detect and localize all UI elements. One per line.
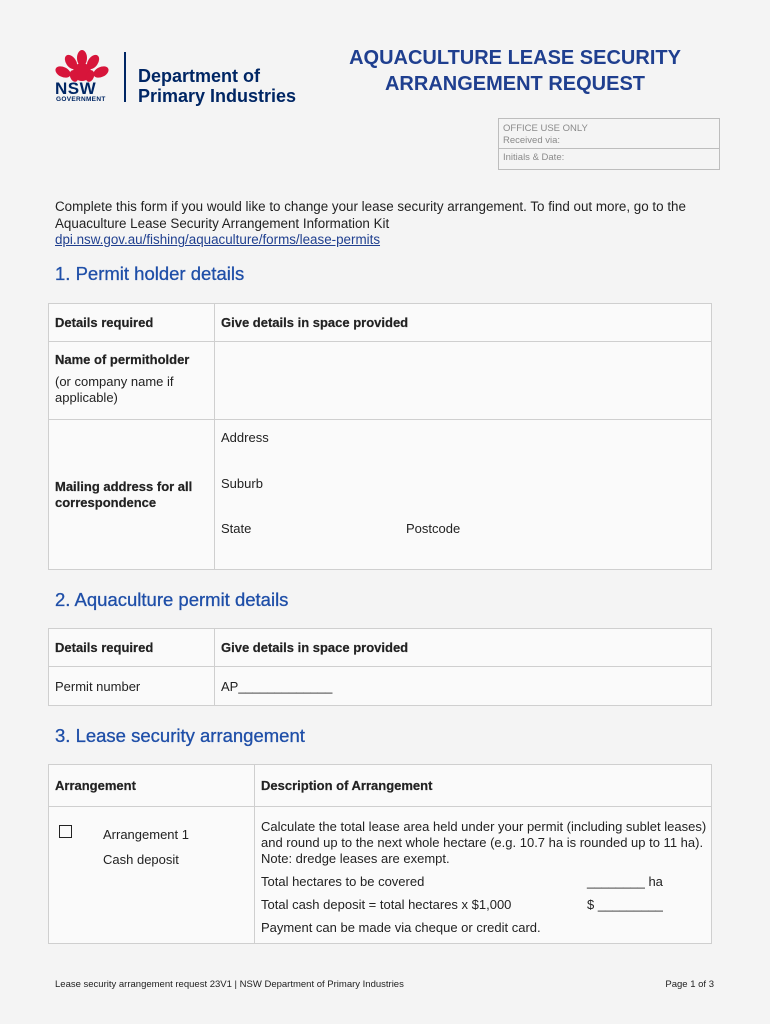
office-received-label: Received via:	[503, 135, 561, 146]
name-label: Name of permitholder	[55, 352, 190, 367]
form-title: AQUACULTURE LEASE SECURITY ARRANGEMENT REQUEST	[349, 47, 681, 95]
s2-col1-header: Details required	[49, 629, 215, 667]
mailing-label: Mailing address for all correspondence	[55, 478, 193, 510]
deposit-field[interactable]: $ _________	[587, 897, 663, 912]
footer-document-id: Lease security arrangement request 23V1 | NSW Department of Primary Industries	[55, 979, 404, 990]
lease-security-table	[48, 764, 712, 944]
section2-title: 2. Aquaculture permit details	[55, 589, 289, 610]
arrangement1-checkbox[interactable]	[59, 825, 72, 838]
suburb-label: Suburb	[221, 476, 263, 491]
payment-note: Payment can be made via cheque or credit card.	[261, 920, 541, 935]
arrangement-description: Calculate the total lease area held under your permit (including sublet leases) and round up to the next whole hectare (e.g. 10.7 ha is rounded up to 11 ha). Note: dredge leases are exempt.	[261, 819, 707, 866]
permitholder-name-field[interactable]	[215, 342, 712, 420]
postcode-label: Postcode	[406, 521, 461, 536]
name-note: (or company name if applicable)	[55, 374, 174, 405]
s2-col2-header: Give details in space provided	[215, 629, 712, 667]
s1-col1-header: Details required	[49, 304, 215, 342]
s1-col2-header: Give details in space provided	[215, 304, 712, 342]
state-label: State	[221, 521, 252, 536]
footer-page-number: Page 1 of 3	[665, 979, 714, 990]
section1-title: 1. Permit holder details	[55, 263, 245, 284]
permit-holder-table	[48, 303, 712, 570]
permit-details-table	[48, 628, 712, 706]
deposit-label: Total cash deposit = total hectares x $1,000	[261, 897, 512, 912]
logo-divider	[124, 52, 126, 102]
arrangement1-type: Cash deposit	[103, 852, 179, 867]
nsw-logo-text: NSW	[55, 79, 97, 98]
permit-number-field[interactable]: AP_____________	[215, 667, 712, 706]
office-use-box	[498, 118, 720, 170]
hectares-label: Total hectares to be covered	[261, 874, 425, 889]
hectares-field[interactable]: ________ ha	[587, 874, 663, 889]
office-use-heading: OFFICE USE ONLY	[503, 123, 588, 134]
section3-title: 3. Lease security arrangement	[55, 725, 305, 746]
government-logo-text: GOVERNMENT	[56, 96, 106, 103]
info-kit-link[interactable]: dpi.nsw.gov.au/fishing/aquaculture/forms/lease-permits	[55, 232, 381, 247]
s3-col1-header: Arrangement	[49, 765, 255, 807]
address-label: Address	[221, 430, 269, 445]
permit-number-label: Permit number	[49, 667, 215, 706]
intro-paragraph: Complete this form if you would like to change your lease security arrangement. To find out more, go to the Aquaculture Lease Security Arrangement Information Kit	[55, 199, 686, 231]
mailing-address-field[interactable]	[215, 420, 712, 570]
office-initials-label: Initials & Date:	[503, 152, 565, 163]
s3-col2-header: Description of Arrangement	[255, 765, 712, 807]
department-name: Department of Primary Industries	[138, 66, 297, 106]
intro-text	[55, 199, 715, 249]
arrangement1-name: Arrangement 1	[103, 827, 189, 842]
